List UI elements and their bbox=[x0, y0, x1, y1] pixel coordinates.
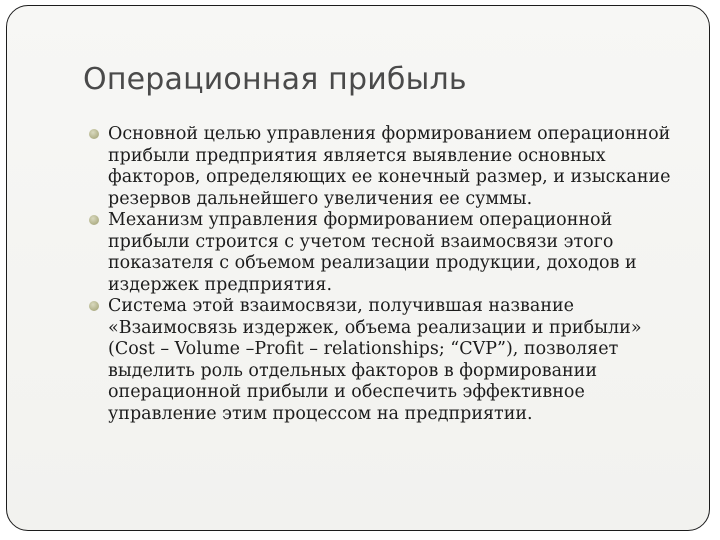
bullet-dot-icon bbox=[89, 129, 99, 139]
bullet-text: Основной целью управления формированием операционной прибыли предприятия является выявление основных факторов, определяющих ее конечный размер, и изыскание резервов дальнейшего увеличения ее суммы. bbox=[108, 124, 671, 209]
bullet-list bbox=[87, 124, 687, 425]
slide-title: Операционная прибыль bbox=[83, 62, 467, 97]
bullet-item bbox=[87, 124, 687, 210]
bullet-item bbox=[87, 210, 687, 296]
bullet-text: Система этой взаимосвязи, получившая название «Взаимосвязь издержек, объема реализации и прибыли» (Cost – Volume –Profit – relationships; “CVP”), позволяет выделить роль отдельных факторов в формировании операционной прибыли и обеспечить эффективное управление этим процессом на предприятии. bbox=[108, 296, 642, 424]
bullet-item bbox=[87, 296, 687, 425]
bullet-text: Механизм управления формированием операционной прибыли строится с учетом тесной взаимосвязи этого показателя с объемом реализации продукции, доходов и издержек предприятия. bbox=[108, 210, 637, 295]
slide-frame bbox=[6, 5, 710, 531]
bullet-dot-icon bbox=[89, 215, 99, 225]
bullet-dot-icon bbox=[89, 301, 99, 311]
